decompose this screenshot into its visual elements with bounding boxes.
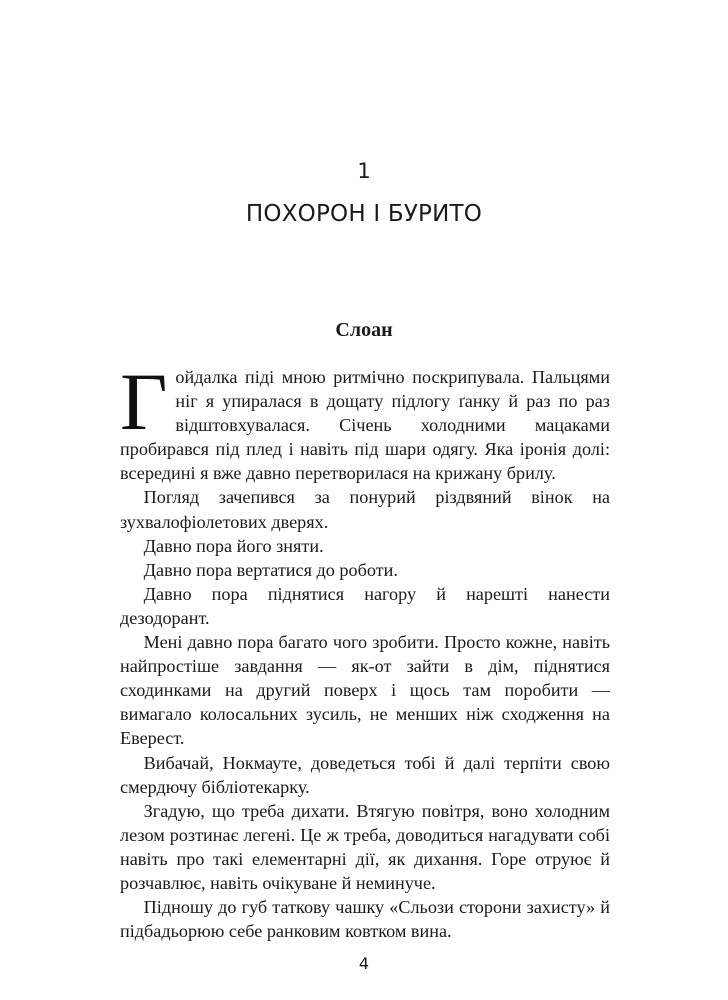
paragraph [120, 356, 610, 485]
paragraph: Згадую, що треба дихати. Втягую повітря, воно холодним лезом розтинає легені. Це ж треба, доводиться нагадувати собі навіть про такі елементарні дії, як дихання. Горе отруює й розчавлює, навіть очікуване й неминуче. [120, 800, 610, 893]
paragraph-text: ойдалка піді мною ритмічно поскрипувала. Пальцями ніг я упиралася в дощату підлогу ґанку й раз по раз відштовхувалася. Січень холодними мацаками пробирався під плед і навіть під шари одягу. Яка іронія долі: всередині я вже давно перетворилася на крижану брилу. [120, 367, 610, 484]
drop-cap: Г [120, 356, 168, 447]
section-heading: Слоан [335, 319, 393, 341]
paragraph: Мені давно пора багато чого зробити. Просто кожне, навіть найпростіше завдання — як-от зайти в дім, піднятися сходинками на другий поверх і щось там поробити — вимагало колосальних зусиль, не менших ніж сходження на Еверест. [120, 632, 610, 749]
chapter-title: ПОХОРОН І БУРИТО [245, 201, 483, 227]
paragraph: Вибачай, Нокмауте, доведеться тобі й далі терпіти свою смердючу бібліотекарку. [120, 752, 610, 797]
paragraph: Підношу до губ таткову чашку «Сльози сторони захисту» й підбадьорюю себе ранковим ковтком вина. [120, 897, 610, 942]
paragraph: Давно пора вертатися до роботи. [143, 559, 398, 580]
paragraph: Погляд зачепився за понурий різдвяний вінок на зухвалофіолетових дверях. [120, 487, 610, 532]
paragraph: Давно пора піднятися нагору й нарешті нанести дезодорант. [120, 583, 610, 628]
page-number: 4 [358, 954, 370, 973]
chapter-number: 1 [357, 159, 371, 183]
body-text [120, 356, 610, 943]
paragraph: Давно пора його зняти. [143, 535, 324, 556]
